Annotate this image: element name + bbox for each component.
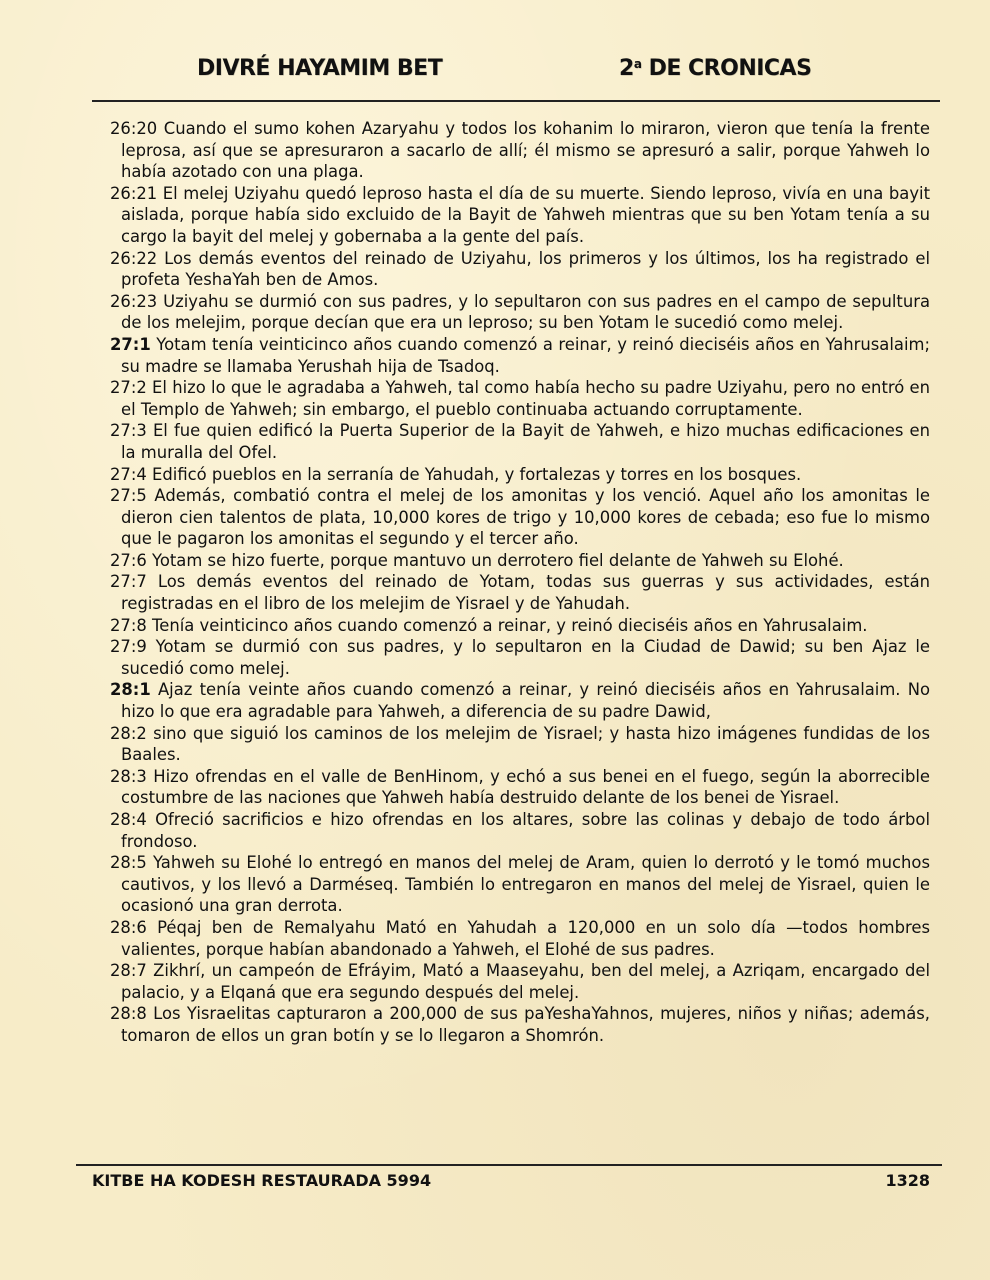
verse-text: Los demás eventos del reinado de Yotam, todas sus guerras y sus actividades, están registradas en el libro de los melejim de Yisrael y de Yahudah. [121, 572, 930, 614]
verse-text: Los demás eventos del reinado de Uziyahu, los primeros y los últimos, los ha registrado el profeta YeshaYah ben de Amos. [121, 248, 930, 290]
header-divider [92, 100, 940, 102]
verse-reference: 27:5 [110, 486, 147, 506]
verse-text: Tenía veinticinco años cuando comenzó a reinar, y reinó dieciséis años en Yahrusalaim. [146, 615, 868, 635]
verse-text: Uziyahu se durmió con sus padres, y lo sepultaron con sus padres en el campo de sepultura de los melejim, porque decían que era un leproso; su ben Yotam le sucedió como melej. [121, 291, 930, 333]
verse-reference: 28:2 [110, 723, 147, 743]
subtitle-ordinal: a [633, 57, 642, 71]
book-title: DIVRÉ HAYAMIM BET [197, 56, 443, 81]
verse [110, 852, 930, 917]
scripture-text [110, 118, 930, 1047]
footer-edition: KITBE HA KODESH RESTAURADA 5994 [92, 1171, 432, 1190]
verse [110, 571, 930, 614]
verse [110, 485, 930, 550]
verse-text: Ofreció sacrificios e hizo ofrendas en los altares, sobre las colinas y debajo de todo árbol frondoso. [121, 810, 930, 851]
verse-text: Además, combatió contra el melej de los amonitas y los venció. Aquel año los amonitas le dieron cien talentos de plata, 10,000 kores de trigo y 10,000 kores de cebada; eso fue lo mismo que le pagaron los amonitas el segundo y el tercer año. [121, 486, 930, 549]
verse [110, 917, 930, 960]
subtitle-prefix: 2 [619, 56, 634, 81]
verse-reference: 27:9 [110, 637, 147, 657]
verse-text: Yotam se hizo fuerte, porque mantuvo un derrotero fiel delante de Yahweh su Elohé. [146, 550, 844, 570]
verse-reference: 27:4 [110, 464, 147, 484]
footer-divider [76, 1164, 942, 1166]
verse [110, 636, 930, 679]
verse-text: Los Yisraelitas capturaron a 200,000 de sus paYeshaYahnos, mujeres, niños y niñas; además, tomaron de ellos un gran botín y se lo llegaron a Shomrón. [121, 1004, 930, 1045]
verse-text: El hizo lo que le agradaba a Yahweh, tal como había hecho su padre Uziyahu, pero no entró en el Templo de Yahweh; sin embargo, el pueblo continuaba actuando corruptamente. [121, 378, 930, 419]
verse-reference: 26:22 [110, 248, 158, 268]
verse-text: Edificó pueblos en la serranía de Yahudah, y fortalezas y torres en los bosques. [146, 464, 802, 484]
verse [110, 464, 930, 486]
verse [110, 377, 930, 420]
verse-reference: 26:20 [110, 119, 158, 138]
verse-text: Péqaj ben de Remalyahu Mató en Yahudah a 120,000 en un solo día —todos hombres valientes, porque habían abandonado a Yahweh, el Elohé de sus padres. [121, 917, 930, 959]
book-subtitle [619, 56, 811, 81]
verse-text: Yahweh su Elohé lo entregó en manos del melej de Aram, quien lo derrotó y le tomó muchos cautivos, y los llevó a Darméseq. También lo entregaron en manos del melej de Yisrael, quien le ocasionó una gran derrota. [121, 853, 930, 916]
verse-text: Hizo ofrendas en el valle de BenHinom, y echó a sus benei en el fuego, según la aborrecible costumbre de las naciones que Yahweh había destruido delante de los benei de Yisrael. [121, 766, 930, 808]
verse-reference: 28:6 [110, 917, 147, 937]
verse-text: Yotam tenía veinticinco años cuando comenzó a reinar, y reinó dieciséis años en Yahrusalaim; su madre se llamaba Yerushah hija de Tsadoq. [121, 334, 930, 376]
verse [110, 723, 930, 766]
verse-text: Cuando el sumo kohen Azaryahu y todos los kohanim lo miraron, vieron que tenía la frente leprosa, así que se apresuraron a sacarlo de allí; él mismo se apresuró a salir, porque Yahweh lo había azotado con una plaga. [121, 119, 930, 182]
verse-reference: 28:7 [110, 961, 147, 981]
verse [110, 766, 930, 809]
verse-text: sino que siguió los caminos de los melejim de Yisrael; y hasta hizo imágenes fundidas de los Baales. [121, 723, 930, 765]
verse-reference: 27:3 [110, 421, 147, 441]
verse-text: Zikhrí, un campeón de Efráyim, Mató a Maaseyahu, ben del melej, a Azriqam, encargado del palacio, y a Elqaná que era segundo después del melej. [121, 961, 930, 1002]
verse-reference: 28:1 [110, 680, 151, 700]
verse-text: El fue quien edificó la Puerta Superior de la Bayit de Yahweh, e hizo muchas edificaciones en la muralla del Ofel. [121, 421, 930, 462]
verse-reference: 27:7 [110, 572, 147, 592]
subtitle-suffix: DE CRONICAS [641, 56, 812, 81]
verse [110, 334, 930, 377]
verse [110, 248, 930, 291]
verse-reference: 28:3 [110, 766, 147, 786]
verse-reference: 28:5 [110, 853, 147, 873]
verse [110, 183, 930, 248]
verse-reference: 26:21 [110, 183, 158, 203]
verse [110, 960, 930, 1003]
verse [110, 118, 930, 183]
verse-reference: 27:8 [110, 615, 147, 635]
page-number: 1328 [885, 1171, 930, 1190]
verse-text: Yotam se durmió con sus padres, y lo sepultaron en la Ciudad de Dawid; su ben Ajaz le sucedió como melej. [121, 637, 930, 678]
verse-reference: 27:6 [110, 550, 147, 570]
verse-reference: 27:2 [110, 378, 147, 398]
verse-text: El melej Uziyahu quedó leproso hasta el día de su muerte. Siendo leproso, vivía en una bayit aislada, porque había sido excluido de la Bayit de Yahweh mientras que su ben Yotam tenía a su cargo la bayit del melej y gobernaba a la gente del país. [121, 183, 930, 246]
page-header [92, 56, 940, 92]
verse [110, 550, 930, 572]
verse-text: Ajaz tenía veinte años cuando comenzó a reinar, y reinó dieciséis años en Yahrusalaim. No hizo lo que era agradable para Yahweh, a diferencia de su padre Dawid, [121, 680, 930, 722]
verse [110, 420, 930, 463]
verse [110, 291, 930, 334]
verse-reference: 27:1 [110, 334, 151, 354]
verse [110, 1003, 930, 1046]
verse-reference: 28:8 [110, 1004, 147, 1024]
verse-reference: 26:23 [110, 291, 158, 311]
verse [110, 679, 930, 722]
verse [110, 809, 930, 852]
verse [110, 615, 930, 637]
verse-reference: 28:4 [110, 810, 147, 829]
